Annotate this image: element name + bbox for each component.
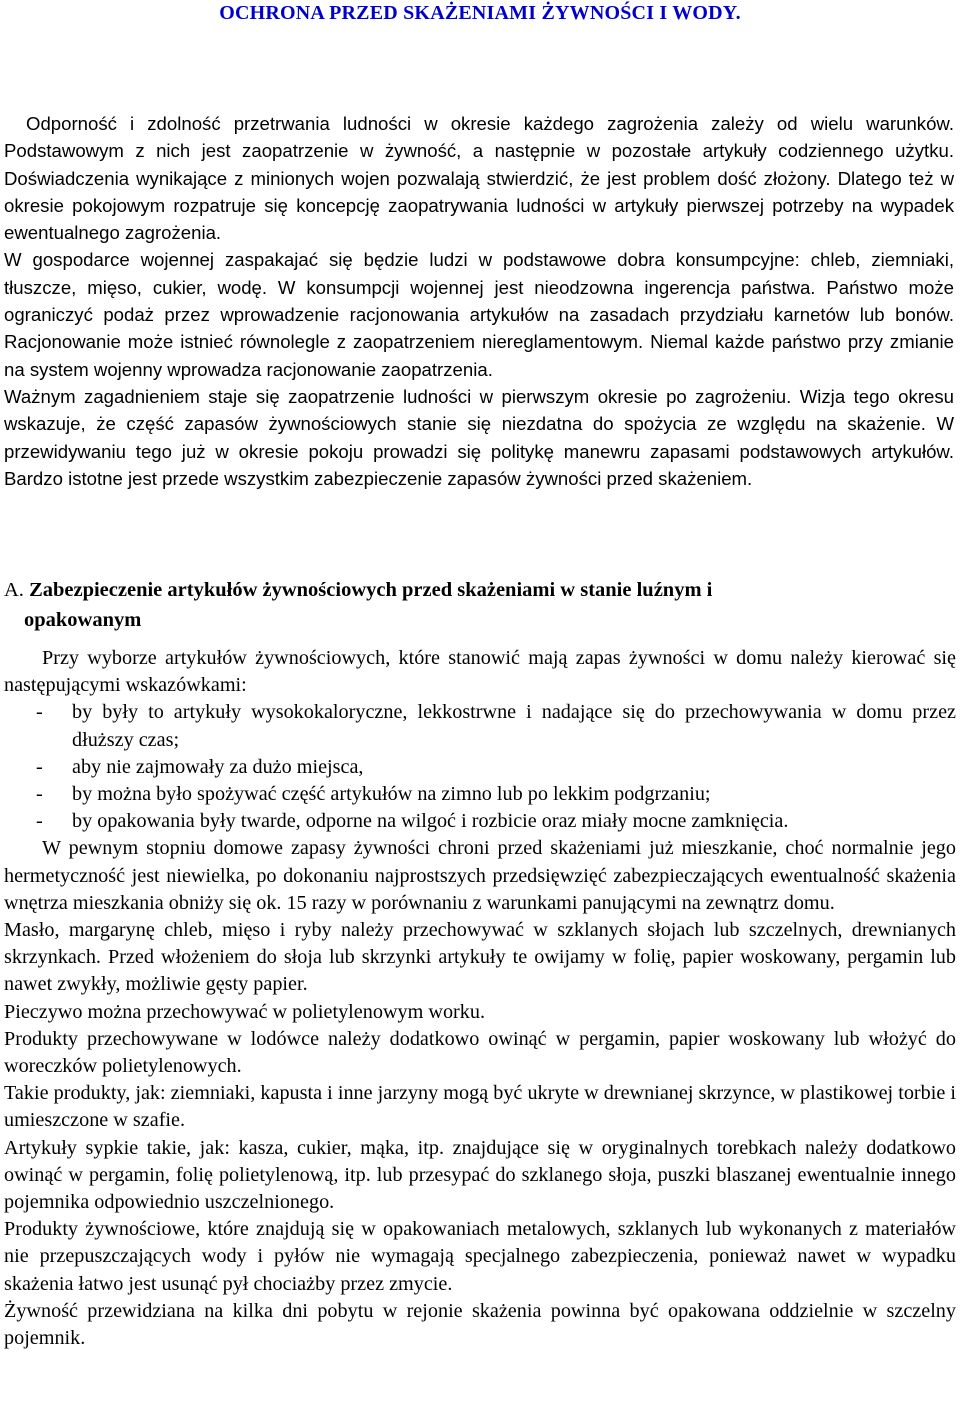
section-lead-paragraph: Przy wyborze artykułów żywnościowych, które stanowić mają zapas żywności w domu należy kierować się następującymi wskazówkami: [4, 647, 956, 697]
body-paragraph: Pieczywo można przechowywać w polietylenowym worku. [4, 1000, 485, 1023]
list-item-text: by można było spożywać część artykułów na zimno lub po lekkim podgrzaniu; [72, 783, 711, 806]
dash-marker: - [36, 755, 43, 778]
list-item-text: aby nie zajmowały za dużo miejsca, [72, 755, 364, 778]
intro-paragraph: W gospodarce wojennej zaspakajać się będzie ludzi w podstawowe dobra konsumpcyjne: chleb, ziemniaki, tłuszcze, mięso, cukier, wodę. W konsumpcji wojennej jest nieodzowna ingerencja państwa. Państwo może ograniczyć podaż przez wprowadzenie racjonowania artykułów na zasadach przydziału karnetów lub bonów. Racjonowanie może istnieć równolegle z zaopatrzeniem niereglamentowym. Niemal każde państwo przy zmianie na system wojenny wprowadza racjonowanie zaopatrzenia. [4, 249, 954, 380]
section-heading-line2: opakowanym [24, 609, 142, 631]
body-paragraph: Produkty żywnościowe, które znajdują się w opakowaniach metalowych, szklanych lub wykonanych z materiałów nie przepuszczających wody i pyłów nie wymagają specjalnego zabezpieczenia, ponieważ nawet w wypadku skażenia łatwo jest usunąć pył chociażby przez zmycie. [4, 1218, 956, 1295]
list-item-text: by opakowania były twarde, odporne na wilgoć i rozbicie oraz miały mocne zamknięcia. [72, 810, 789, 833]
list-item [4, 808, 956, 835]
section-a-body [4, 645, 956, 1352]
body-paragraph: Takie produkty, jak: ziemniaki, kapusta i inne jarzyny mogą być ukryte w drewnianej skrzynce, w plastikowej torbie i umieszczone w szafie. [4, 1082, 956, 1132]
list-item [4, 699, 956, 753]
intro-paragraph: Odporność i zdolność przetrwania ludności w okresie każdego zagrożenia zależy od wielu warunków. Podstawowym z nich jest zaopatrzenie w żywność, a następnie w pozostałe artykuły codziennego użytku. Doświadczenia wynikające z minionych wojen pozwalają stwierdzić, że jest problem dość złożony. Dlatego też w okresie pokojowym rozpatruje się koncepcję zaopatrywania ludności w artykuły pierwszej potrzeby na wypadek ewentualnego zagrożenia. [4, 113, 954, 244]
list-item [4, 781, 956, 808]
section-heading-line1: Zabezpieczenie artykułów żywnościowych przed skażeniami w stanie luźnym i [29, 579, 713, 601]
section-a-heading [4, 575, 954, 635]
body-paragraph: Produkty przechowywane w lodówce należy dodatkowo owinąć w pergamin, papier woskowany lub włożyć do woreczków polietylenowych. [4, 1027, 956, 1078]
body-paragraph: Żywność przewidziana na kilka dni pobytu w rejonie skażenia powinna być opakowana oddzielnie w szczelny pojemnik. [4, 1299, 956, 1350]
intro-paragraph: Ważnym zagadnieniem staje się zaopatrzenie ludności w pierwszym okresie po zagrożeniu. Wizja tego okresu wskazuje, że część zapasów żywnościowych stanie się niezdatna do spożycia ze względu na skażenie. W przewidywaniu tego już w okresie pokoju prowadzi się politykę manewru zapasami podstawowych artykułów. Bardzo istotne jest przede wszystkim zabezpieczenie zapasów żywności przed skażeniem. [4, 385, 954, 489]
body-paragraph: Artykuły sypkie takie, jak: kasza, cukier, mąka, itp. znajdujące się w oryginalnych torebkach należy dodatkowo owinąć w pergamin, folię polietylenową, itp. lub przesypać do szklanego słoja, puszki blaszanej ewentualnie innego pojemnika odpowiednio uszczelnionego. [4, 1136, 956, 1214]
body-paragraph: W pewnym stopniu domowe zapasy żywności chroni przed skażeniami już mieszkanie, choć normalnie jego hermetyczność jest niewielka, po dokonaniu najprostszych przedsięwzięć zabezpieczających ewentualność skażenia wnętrza mieszkania obniży się ok. 15 razy w porównaniu z warunkami panującymi na zewnątrz domu. [4, 837, 956, 914]
dash-marker: - [36, 810, 43, 833]
section-letter: A. [4, 579, 24, 601]
dash-marker: - [36, 701, 43, 724]
intro-section [4, 110, 954, 492]
list-item-text: by były to artykuły wysokokaloryczne, lekkostrwne i nadające się do przechowywania w domu przez dłuższy czas; [72, 701, 956, 751]
dash-marker: - [36, 783, 43, 806]
list-item [4, 754, 956, 781]
guidelines-list [4, 699, 956, 835]
body-paragraph: Masło, margarynę chleb, mięso i ryby należy przechowywać w szklanych słojach lub szczelnych, drewnianych skrzynkach. Przed włożeniem do słoja lub skrzynki artykuły te owijamy w folię, papier woskowany, pergamin lub nawet zwykły, możliwie gęsty papier. [4, 919, 956, 996]
document-title: OCHRONA PRZED SKAŻENIAMI ŻYWNOŚCI I WODY. [219, 2, 741, 24]
